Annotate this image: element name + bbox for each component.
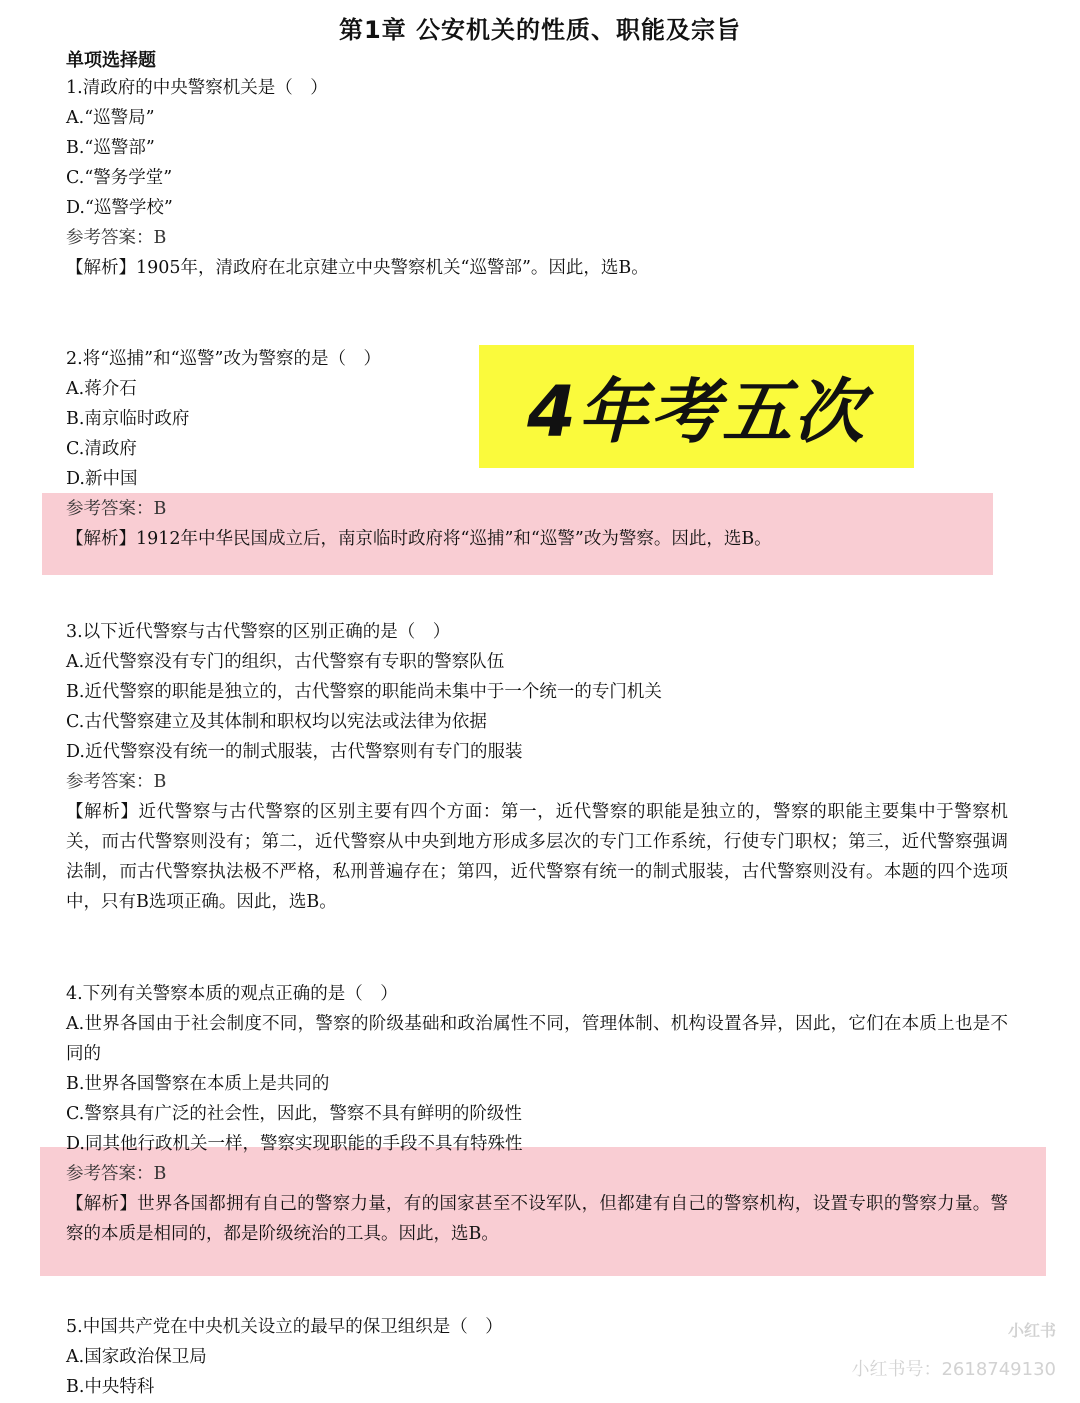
question-3	[66, 617, 1008, 917]
option-a: A.蒋介石	[66, 379, 137, 399]
answer: 参考答案：B	[66, 228, 167, 248]
question-1	[66, 73, 1008, 283]
analysis: 【解析】1912年中华民国成立后，南京临时政府将“巡捕”和“巡警”改为警察。因此，选B。	[66, 529, 772, 549]
option-d: D.新中国	[66, 469, 138, 489]
analysis: 【解析】世界各国都拥有自己的警察力量，有的国家甚至不设军队，但都建有自己的警察机构，设置专职的警察力量。警察的本质是相同的，都是阶级统治的工具。因此，选B。	[66, 1194, 1008, 1244]
option-c: C.清政府	[66, 439, 137, 459]
option-a: A.“巡警局”	[66, 108, 155, 128]
question-stem: 3.以下近代警察与古代警察的区别正确的是（ ）	[66, 622, 451, 642]
option-b: B.中央特科	[66, 1377, 155, 1397]
question-4	[66, 979, 1008, 1249]
option-c: C.“警务学堂”	[66, 168, 173, 188]
option-a: A.国家政治保卫局	[66, 1347, 207, 1367]
answer: 参考答案：B	[66, 1164, 167, 1184]
option-b: B.“巡警部”	[66, 138, 155, 158]
question-stem: 5.中国共产党在中央机关设立的最早的保卫组织是（ ）	[66, 1317, 503, 1337]
banner-text: 4年考五次	[527, 371, 866, 453]
option-a: A.世界各国由于社会制度不同，警察的阶级基础和政治属性不同，管理体制、机构设置各异，因此，它们在本质上也是不同的	[66, 1014, 1008, 1064]
analysis: 【解析】1905年，清政府在北京建立中央警察机关“巡警部”。因此，选B。	[66, 258, 649, 278]
option-b: B.近代警察的职能是独立的，古代警察的职能尚未集中于一个统一的专门机关	[66, 682, 662, 702]
question-stem: 2.将“巡捕”和“巡警”改为警察的是（ ）	[66, 349, 381, 369]
exam-frequency-banner	[479, 345, 914, 468]
watermark-logo: 小红书	[1007, 1321, 1056, 1340]
option-c: C.警察具有广泛的社会性，因此，警察不具有鲜明的阶级性	[66, 1104, 522, 1124]
question-stem: 4.下列有关警察本质的观点正确的是（ ）	[66, 984, 398, 1004]
watermark-id: 小红书号：2618749130	[851, 1359, 1056, 1380]
answer: 参考答案：B	[66, 772, 167, 792]
analysis: 【解析】近代警察与古代警察的区别主要有四个方面：第一，近代警察的职能是独立的，警察的职能主要集中于警察机关，而古代警察则没有；第二，近代警察从中央到地方形成多层次的专门工作系统，行使专门职权；第三，近代警察强调法制，而古代警察执法极不严格，私刑普遍存在；第四，近代警察有统一的制式服装，古代警察则没有。本题的四个选项中，只有B选项正确。因此，选B。	[66, 802, 1008, 912]
answer: 参考答案：B	[66, 499, 167, 519]
option-d: D.近代警察没有统一的制式服装，古代警察则有专门的服装	[66, 742, 523, 762]
option-d: D.“巡警学校”	[66, 198, 173, 218]
option-c: C.古代警察建立及其体制和职权均以宪法或法律为依据	[66, 712, 487, 732]
page-title: 第1章 公安机关的性质、职能及宗旨	[338, 16, 742, 44]
option-b: B.南京临时政府	[66, 409, 190, 429]
option-b: B.世界各国警察在本质上是共同的	[66, 1074, 330, 1094]
section-title: 单项选择题	[66, 50, 156, 71]
option-a: A.近代警察没有专门的组织，古代警察有专职的警察队伍	[66, 652, 505, 672]
option-d: D.同其他行政机关一样，警察实现职能的手段不具有特殊性	[66, 1134, 523, 1154]
question-stem: 1.清政府的中央警察机关是（ ）	[66, 78, 328, 98]
